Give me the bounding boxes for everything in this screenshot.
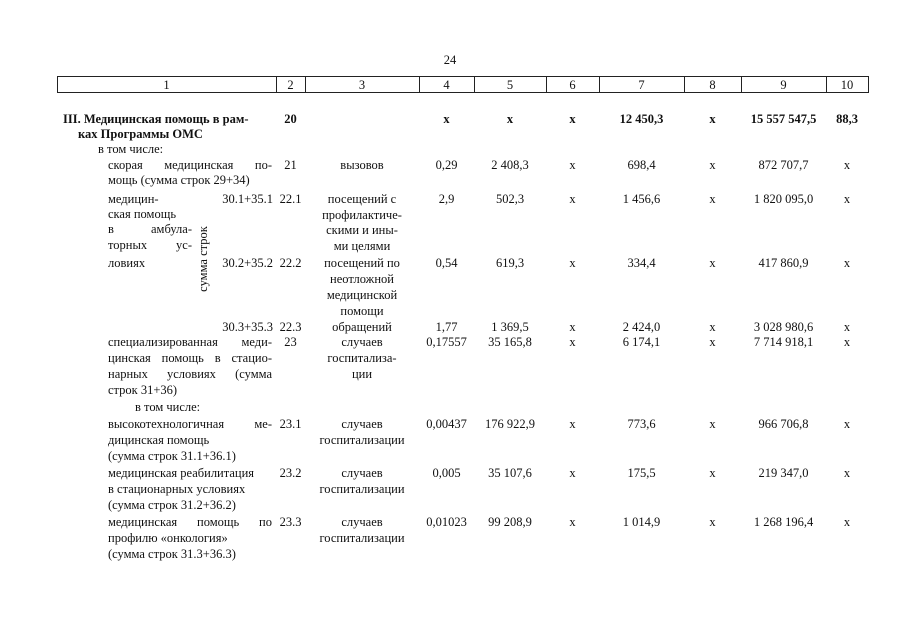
cell-c7: 334,4 <box>627 256 656 270</box>
row-unit-line: неотложной <box>330 272 394 286</box>
cell-c5: 2 408,3 <box>491 158 529 172</box>
col-header-4: 4 <box>443 78 450 92</box>
row-unit-line: ции <box>351 367 373 381</box>
row-unit-line: посещений по <box>324 256 400 270</box>
cell-c5: 619,3 <box>495 256 525 270</box>
cell-c9: 15 557 547,5 <box>750 112 817 126</box>
col-header-10: 10 <box>840 78 854 92</box>
row-code: 23 <box>284 335 297 349</box>
cell-c5: 176 922,9 <box>485 417 535 431</box>
cell-c8: х <box>709 417 716 431</box>
cell-c5: 99 208,9 <box>488 515 532 529</box>
row-unit-line: случаев <box>341 515 383 529</box>
col-header-9: 9 <box>780 78 787 92</box>
cell-c9: 7 714 918,1 <box>753 335 814 349</box>
row-label-line1: медицинская помощь по <box>108 515 272 529</box>
cell-c10: х <box>843 466 851 480</box>
row-unit: вызовов <box>340 158 384 172</box>
cell-c7: 698,4 <box>627 158 656 172</box>
col-header-3: 3 <box>358 78 366 92</box>
cell-c7: 12 450,3 <box>619 112 664 126</box>
cell-c7: 175,5 <box>627 466 656 480</box>
row-unit-line: случаев <box>341 466 383 480</box>
row-code: 21 <box>284 158 297 172</box>
cell-c6: х <box>569 417 576 431</box>
cell-c8: х <box>709 515 716 529</box>
row-unit-line: случаев <box>341 417 383 431</box>
cell-c6: х <box>569 335 576 349</box>
section-title-line2: ках Программы ОМС <box>78 127 203 141</box>
cell-c9: 966 706,8 <box>758 417 809 431</box>
cell-c5: 502,3 <box>495 192 525 206</box>
cell-c5: 35 107,6 <box>488 466 532 480</box>
cell-c8: х <box>709 320 716 334</box>
row-label-line2: цинская помощь в стацио- <box>108 351 272 365</box>
row-unit-line: посещений с <box>327 192 397 206</box>
cell-c6: х <box>569 192 576 206</box>
row-code: 23.3 <box>279 515 302 529</box>
cell-c9: 1 820 095,0 <box>753 192 814 206</box>
cell-c10: х <box>843 417 851 431</box>
cell-c6: х <box>569 256 576 270</box>
cell-c4: 0,01023 <box>426 515 467 529</box>
row-label-line2: мощь (сумма строк 29+34) <box>108 173 250 187</box>
cell-c10: х <box>843 320 851 334</box>
row-code: 22.2 <box>279 256 302 270</box>
row-code: 23.1 <box>279 417 302 431</box>
row-unit-line: профилактиче- <box>322 208 402 222</box>
row-sum: 30.1+35.1 <box>222 192 273 206</box>
cell-c8: х <box>709 158 716 172</box>
cell-c4: х <box>443 112 450 126</box>
row-label-line3: (сумма строк 31.2+36.2) <box>108 498 236 512</box>
cell-c7: 1 456,6 <box>622 192 661 206</box>
cell-c6: х <box>569 466 576 480</box>
row-code: 20 <box>284 112 297 126</box>
row-unit-line: госпитализации <box>319 433 405 447</box>
col-header-1: 1 <box>163 78 170 92</box>
row-unit: обращений <box>332 320 392 334</box>
amb-line4: торных ус- <box>108 238 192 252</box>
cell-c10: х <box>843 158 851 172</box>
section-title-line1: III. Медицинская помощь в рам- <box>63 112 249 126</box>
row-unit-line: госпитализации <box>319 531 405 545</box>
amb-line5: ловиях <box>108 256 146 270</box>
row-sum: 30.3+35.3 <box>222 320 273 334</box>
cell-c9: 417 860,9 <box>758 256 809 270</box>
amb-line2: ская помощь <box>108 207 177 221</box>
cell-c4: 0,54 <box>435 256 458 270</box>
row-unit-line: ми целями <box>333 239 391 253</box>
row-label-line1: скорая медицинская по- <box>108 158 272 172</box>
cell-c7: 6 174,1 <box>622 335 661 349</box>
row-label-line1: высокотехнологичная ме- <box>108 417 272 431</box>
cell-c4: 0,005 <box>432 466 461 480</box>
cell-c4: 1,77 <box>435 320 458 334</box>
amb-line3: в амбула- <box>108 222 192 236</box>
cell-c4: 0,29 <box>435 158 458 172</box>
cell-c5: х <box>506 112 514 126</box>
cell-c4: 2,9 <box>438 192 455 206</box>
cell-c10: х <box>843 192 851 206</box>
cell-c10: х <box>843 335 851 349</box>
cell-c6: х <box>569 158 576 172</box>
cell-c9: 872 707,7 <box>758 158 809 172</box>
row-code: 23.2 <box>279 466 302 480</box>
row-unit-line: медицинской <box>326 288 398 302</box>
col-header-6: 6 <box>569 78 576 92</box>
cell-c5: 35 165,8 <box>488 335 532 349</box>
cell-c9: 3 028 980,6 <box>753 320 814 334</box>
row-label-line2: дицинская помощь <box>108 433 210 447</box>
cell-c7: 1 014,9 <box>622 515 661 529</box>
cell-c9: 1 268 196,4 <box>753 515 814 529</box>
cell-c10: х <box>843 515 851 529</box>
including-label: в том числе: <box>98 142 164 156</box>
row-label-line2: профилю «онкология» <box>108 531 228 545</box>
row-unit-line: помощи <box>340 304 384 318</box>
row-label-line1: медицинская реабилитация <box>108 466 255 480</box>
row-label-line1: специализированная меди- <box>108 335 272 349</box>
col-header-5: 5 <box>506 78 514 92</box>
cell-c8: х <box>709 112 716 126</box>
cell-c7: 2 424,0 <box>622 320 661 334</box>
including-label: в том числе: <box>135 400 201 414</box>
cell-c8: х <box>709 466 716 480</box>
row-label-line3: (сумма строк 31.3+36.3) <box>108 547 236 561</box>
cell-c10: х <box>843 256 851 270</box>
row-label-line4: строк 31+36) <box>108 383 178 397</box>
cell-c8: х <box>709 192 716 206</box>
vertical-sum-label: сумма строк <box>196 226 210 292</box>
col-header-7: 7 <box>638 78 645 92</box>
cell-c4: 0,17557 <box>426 335 467 349</box>
cell-c8: х <box>709 335 716 349</box>
cell-c4: 0,00437 <box>426 417 467 431</box>
row-code: 22.3 <box>279 320 302 334</box>
cell-c6: х <box>569 515 576 529</box>
row-unit-line: госпитализации <box>319 482 405 496</box>
col-header-2: 2 <box>287 78 294 92</box>
amb-line1: медицин- <box>108 192 159 206</box>
row-unit-line: госпитализа- <box>327 351 397 365</box>
row-unit-line: случаев <box>341 335 383 349</box>
row-unit-line: скими и ины- <box>326 223 398 237</box>
cell-c6: х <box>569 320 576 334</box>
row-label-line2: в стационарных условиях <box>108 482 246 496</box>
row-label-line3: нарных условиях (сумма <box>108 367 272 381</box>
cell-c8: х <box>709 256 716 270</box>
page-number: 24 <box>443 53 457 67</box>
cell-c6: х <box>569 112 576 126</box>
cell-c7: 773,6 <box>627 417 656 431</box>
cell-c5: 1 369,5 <box>491 320 529 334</box>
row-label-line3: (сумма строк 31.1+36.1) <box>108 449 236 463</box>
cell-c10: 88,3 <box>836 112 858 126</box>
cell-c9: 219 347,0 <box>758 466 809 480</box>
col-header-8: 8 <box>709 78 716 92</box>
row-code: 22.1 <box>279 192 302 206</box>
row-sum: 30.2+35.2 <box>222 256 273 270</box>
